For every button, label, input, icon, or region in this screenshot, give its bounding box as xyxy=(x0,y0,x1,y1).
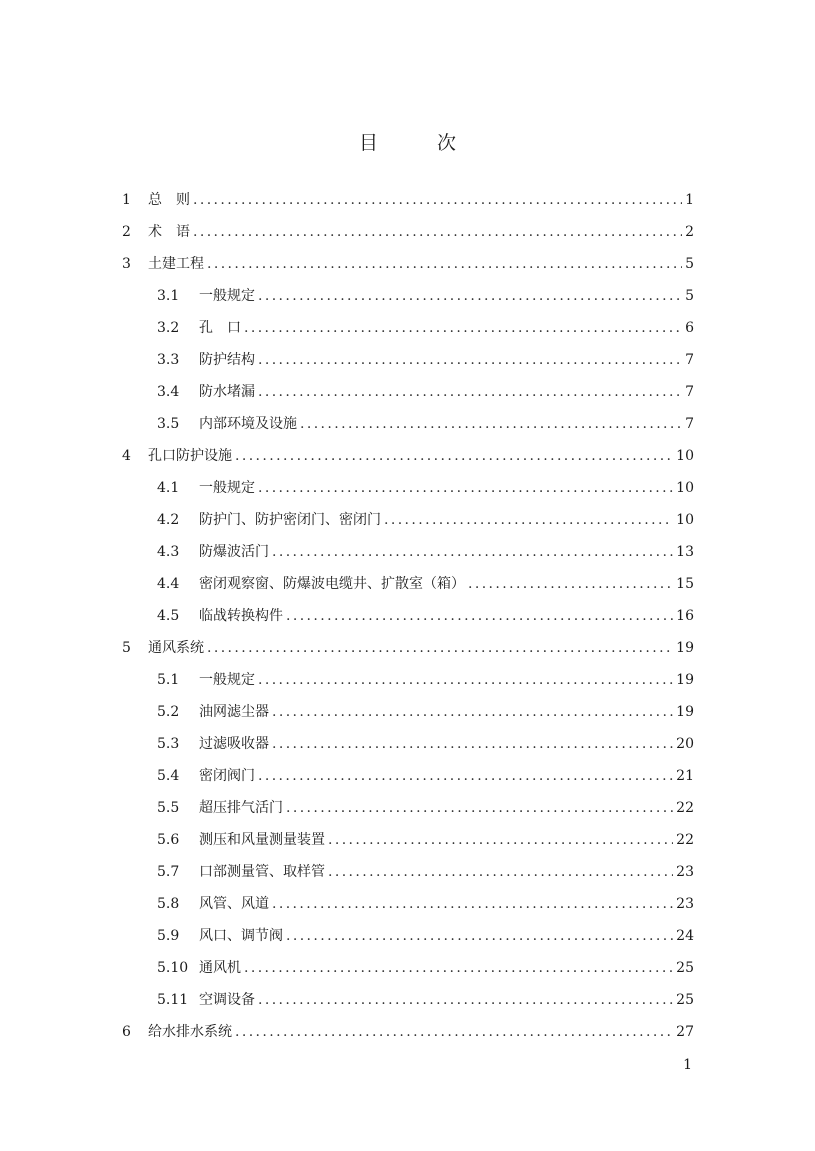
toc-entry-number: 3.4 xyxy=(157,384,180,400)
toc-entry-number: 5.6 xyxy=(157,832,180,848)
toc-entry-page: 19 xyxy=(676,640,694,656)
toc-entry-page: 10 xyxy=(676,448,694,464)
toc-entry-label: 防护结构 xyxy=(199,352,255,368)
dot-leader xyxy=(235,1022,673,1042)
toc-entry-label: 密闭观察窗、防爆波电缆井、扩散室（箱） xyxy=(199,576,465,592)
toc-entry-number: 5.5 xyxy=(157,800,180,816)
toc-entry[interactable] xyxy=(122,478,694,510)
toc-entry-number: 1 xyxy=(122,192,131,208)
toc-entry[interactable] xyxy=(122,574,694,606)
toc-entry-label: 通风机 xyxy=(199,960,241,976)
dot-leader xyxy=(300,414,682,434)
toc-entry-number: 5.9 xyxy=(157,928,180,944)
dot-leader xyxy=(193,222,682,242)
toc-entry[interactable] xyxy=(122,670,694,702)
toc-entry[interactable] xyxy=(122,542,694,574)
toc-entry-page: 22 xyxy=(676,832,694,848)
toc-entry-label: 油网滤尘器 xyxy=(199,704,269,720)
toc-entry-label: 通风系统 xyxy=(148,640,204,656)
dot-leader xyxy=(286,606,673,626)
toc-entry-number: 4.1 xyxy=(157,480,180,496)
toc-entry[interactable] xyxy=(122,990,694,1022)
toc-entry-number: 5.3 xyxy=(157,736,180,752)
dot-leader xyxy=(272,894,673,914)
toc-entry[interactable] xyxy=(122,222,694,254)
toc-entry-page: 5 xyxy=(685,256,694,272)
toc-entry-number: 3.1 xyxy=(157,288,180,304)
toc-entry[interactable] xyxy=(122,414,694,446)
toc-entry-page: 7 xyxy=(685,384,694,400)
toc-entry-number: 4 xyxy=(122,448,131,464)
toc-entry[interactable] xyxy=(122,446,694,478)
toc-entry-page: 16 xyxy=(676,608,694,624)
dot-leader xyxy=(258,286,682,306)
toc-entry[interactable] xyxy=(122,190,694,222)
toc-entry-label: 防爆波活门 xyxy=(199,544,269,560)
toc-entry-page: 1 xyxy=(685,192,694,208)
toc-entry-label: 超压排气活门 xyxy=(199,800,283,816)
toc-entry-number: 6 xyxy=(122,1024,131,1040)
toc-entry-label: 一般规定 xyxy=(199,288,255,304)
toc-entry-number: 2 xyxy=(122,224,131,240)
toc-entry-label: 过滤吸收器 xyxy=(199,736,269,752)
page-number: 1 xyxy=(683,1057,692,1073)
page-title: 目 次 xyxy=(358,132,476,154)
toc-entry-page: 19 xyxy=(676,672,694,688)
toc-entry[interactable] xyxy=(122,286,694,318)
toc-entry-page: 10 xyxy=(676,512,694,528)
toc-entry-number: 5.7 xyxy=(157,864,180,880)
toc-entry-number: 3 xyxy=(122,256,131,272)
dot-leader xyxy=(286,926,673,946)
toc-entry-page: 23 xyxy=(676,864,694,880)
dot-leader xyxy=(258,766,673,786)
dot-leader xyxy=(244,958,673,978)
toc-entry[interactable] xyxy=(122,350,694,382)
toc-entry-label: 给水排水系统 xyxy=(148,1024,232,1040)
dot-leader xyxy=(235,446,673,466)
toc-entry-page: 21 xyxy=(676,768,694,784)
toc-entry-page: 25 xyxy=(676,960,694,976)
toc-entry[interactable] xyxy=(122,318,694,350)
toc-entry-page: 7 xyxy=(685,416,694,432)
dot-leader xyxy=(193,190,682,210)
toc-entry-page: 5 xyxy=(685,288,694,304)
toc-entry-page: 19 xyxy=(676,704,694,720)
table-of-contents xyxy=(122,190,694,1054)
toc-entry-label: 孔 口 xyxy=(199,320,241,336)
dot-leader xyxy=(286,798,673,818)
toc-entry-label: 一般规定 xyxy=(199,480,255,496)
toc-entry-label: 密闭阀门 xyxy=(199,768,255,784)
toc-entry-number: 5.10 xyxy=(157,960,189,976)
toc-entry-number: 4.2 xyxy=(157,512,180,528)
toc-entry[interactable] xyxy=(122,830,694,862)
toc-entry-page: 20 xyxy=(676,736,694,752)
toc-entry[interactable] xyxy=(122,606,694,638)
toc-entry-label: 防护门、防护密闭门、密闭门 xyxy=(199,512,381,528)
toc-entry-label: 口部测量管、取样管 xyxy=(199,864,325,880)
toc-entry[interactable] xyxy=(122,702,694,734)
toc-entry[interactable] xyxy=(122,798,694,830)
toc-entry-label: 临战转换构件 xyxy=(199,608,283,624)
toc-entry[interactable] xyxy=(122,766,694,798)
toc-entry-page: 6 xyxy=(685,320,694,336)
toc-entry-page: 23 xyxy=(676,896,694,912)
toc-entry-page: 10 xyxy=(676,480,694,496)
toc-entry-number: 5.1 xyxy=(157,672,180,688)
toc-entry[interactable] xyxy=(122,254,694,286)
toc-entry-page: 7 xyxy=(685,352,694,368)
toc-entry[interactable] xyxy=(122,958,694,990)
toc-entry[interactable] xyxy=(122,734,694,766)
toc-entry-number: 3.5 xyxy=(157,416,180,432)
dot-leader xyxy=(258,350,682,370)
toc-entry-label: 测压和风量测量装置 xyxy=(199,832,325,848)
toc-entry-label: 风口、调节阀 xyxy=(199,928,283,944)
toc-entry-page: 27 xyxy=(676,1024,694,1040)
toc-entry[interactable] xyxy=(122,894,694,926)
toc-entry[interactable] xyxy=(122,862,694,894)
toc-entry-label: 防水堵漏 xyxy=(199,384,255,400)
toc-entry-number: 3.2 xyxy=(157,320,180,336)
toc-entry-number: 5.4 xyxy=(157,768,180,784)
toc-entry-label: 内部环境及设施 xyxy=(199,416,297,432)
toc-entry-number: 4.4 xyxy=(157,576,180,592)
toc-entry-label: 土建工程 xyxy=(148,256,204,272)
toc-entry-number: 4.5 xyxy=(157,608,180,624)
toc-entry-label: 总 则 xyxy=(148,192,190,208)
toc-entry[interactable] xyxy=(122,510,694,542)
dot-leader xyxy=(258,478,673,498)
toc-entry-page: 13 xyxy=(676,544,694,560)
dot-leader xyxy=(207,638,673,658)
toc-entry-label: 空调设备 xyxy=(199,992,255,1008)
dot-leader xyxy=(207,254,682,274)
dot-leader xyxy=(244,318,682,338)
toc-entry-page: 2 xyxy=(685,224,694,240)
toc-entry-label: 孔口防护设施 xyxy=(148,448,232,464)
toc-entry[interactable] xyxy=(122,638,694,670)
dot-leader xyxy=(272,702,673,722)
dot-leader xyxy=(258,990,673,1010)
toc-entry-label: 一般规定 xyxy=(199,672,255,688)
toc-entry[interactable] xyxy=(122,382,694,414)
toc-entry-label: 风管、风道 xyxy=(199,896,269,912)
dot-leader xyxy=(328,862,673,882)
dot-leader xyxy=(272,734,673,754)
dot-leader xyxy=(258,670,673,690)
toc-entry-number: 5 xyxy=(122,640,131,656)
toc-entry-page: 24 xyxy=(676,928,694,944)
dot-leader xyxy=(384,510,673,530)
toc-entry-page: 15 xyxy=(676,576,694,592)
toc-entry-number: 4.3 xyxy=(157,544,180,560)
toc-entry-number: 5.2 xyxy=(157,704,180,720)
toc-entry-number: 5.11 xyxy=(157,992,189,1008)
toc-entry-page: 25 xyxy=(676,992,694,1008)
toc-entry-number: 5.8 xyxy=(157,896,180,912)
dot-leader xyxy=(272,542,673,562)
dot-leader xyxy=(468,574,673,594)
dot-leader xyxy=(328,830,673,850)
toc-entry[interactable] xyxy=(122,1022,694,1054)
toc-entry-label: 术 语 xyxy=(148,224,190,240)
toc-entry-page: 22 xyxy=(676,800,694,816)
dot-leader xyxy=(258,382,682,402)
toc-entry-number: 3.3 xyxy=(157,352,180,368)
toc-entry[interactable] xyxy=(122,926,694,958)
